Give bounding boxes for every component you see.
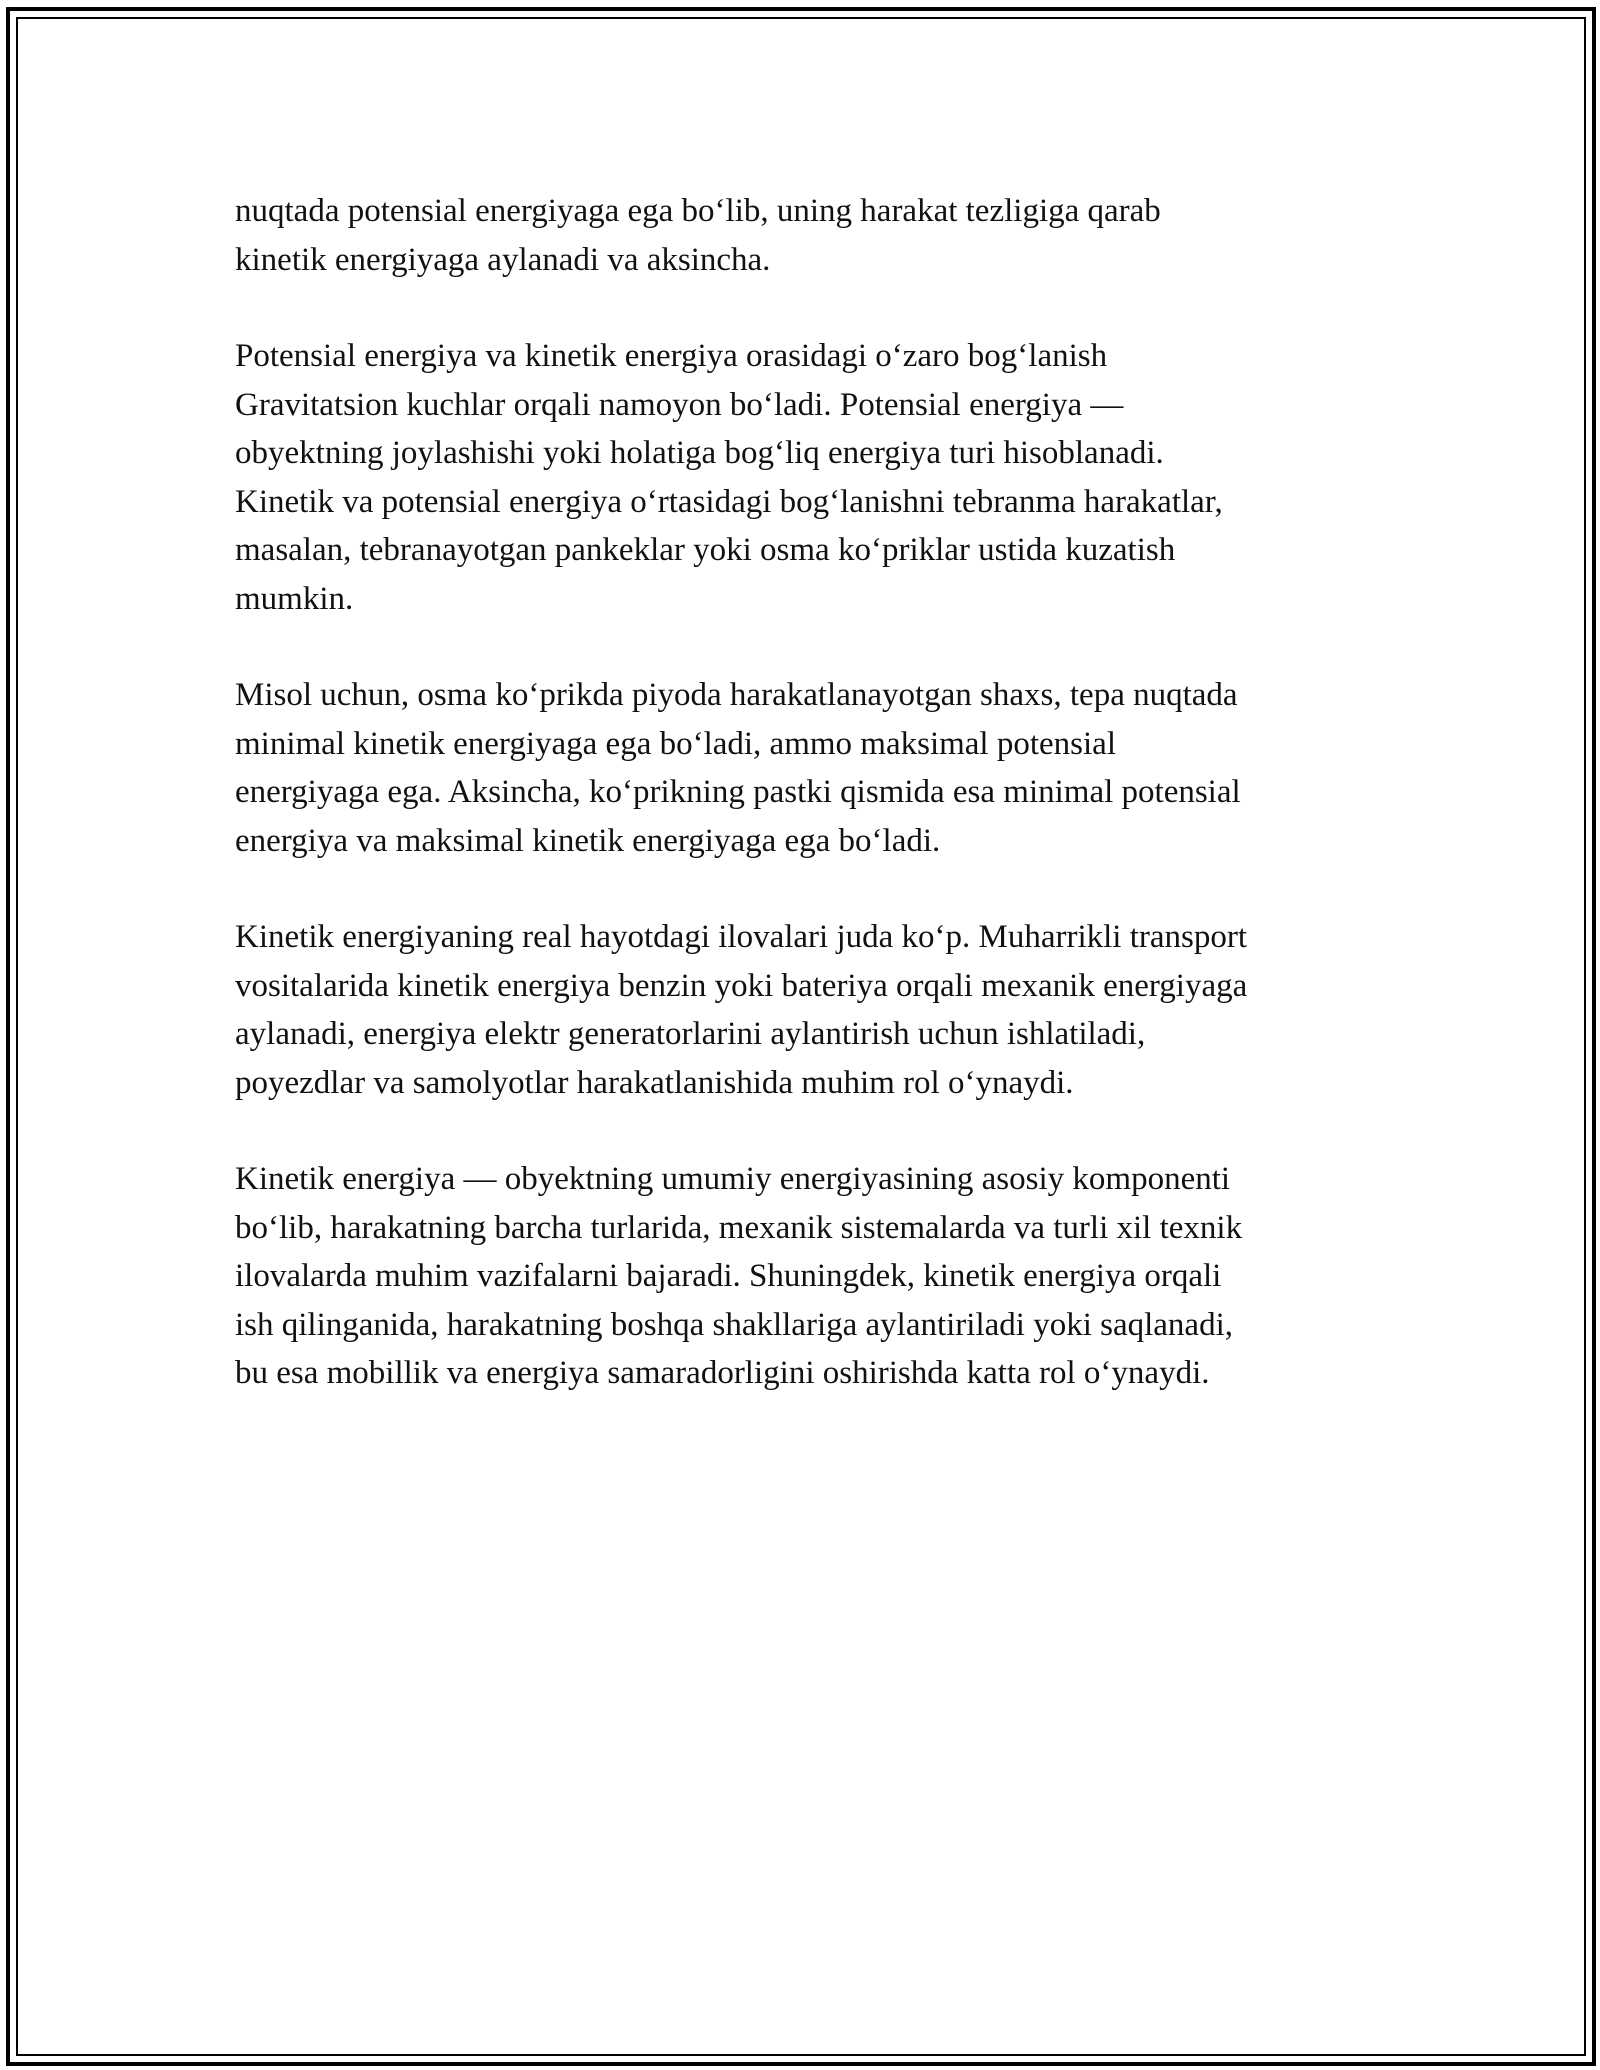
text-line: Gravitatsion kuchlar orqali namoyon bo‘ladi. Potensial energiya —	[235, 386, 1124, 423]
text-line: Misol uchun, osma ko‘prikda piyoda harakatlanayotgan shaxs, tepa nuqtada	[235, 677, 1238, 713]
text-line: energiyaga ega. Aksincha, ko‘prikning pastki qismida esa minimal potensial	[235, 774, 1241, 810]
text-line: Kinetik va potensial energiya o‘rtasidagi bog‘lanishni tebranma harakatlar,	[235, 483, 1223, 520]
text-line: masalan, tebranayotgan pankeklar yoki osma ko‘priklar ustida kuzatish	[235, 532, 1176, 568]
paragraph-1	[235, 187, 1385, 284]
text-line: Potensial energiya va kinetik energiya orasidagi o‘zaro bog‘lanish	[235, 338, 1108, 374]
text-line: minimal kinetik energiyaga ega bo‘ladi, ammo maksimal potensial	[235, 725, 1116, 762]
document-body	[235, 187, 1385, 1446]
text-line: nuqtada potensial energiyaga ega bo‘lib, uning harakat tezligiga qarab	[235, 193, 1161, 229]
text-line: ish qilinganida, harakatning boshqa shakllariga aylantiriladi yoki saqlanadi,	[235, 1306, 1233, 1343]
text-line: bu esa mobillik va energiya samaradorligini oshirishda katta rol o‘ynaydi.	[235, 1355, 1210, 1391]
paragraph-2	[235, 332, 1385, 623]
text-line: ilovalarda muhim vazifalarni bajaradi. Shuningdek, kinetik energiya orqali	[235, 1258, 1222, 1294]
text-line: mumkin.	[235, 580, 354, 617]
paragraph-5	[235, 1155, 1385, 1398]
text-line: energiya va maksimal kinetik energiyaga ega bo‘ladi.	[235, 822, 941, 859]
text-line: kinetik energiyaga aylanadi va aksincha.	[235, 241, 771, 278]
text-line: aylanadi, energiya elektr generatorlarini aylantirish uchun ishlatiladi,	[235, 1016, 1146, 1052]
paragraph-3	[235, 671, 1385, 865]
text-line: Kinetik energiya — obyektning umumiy energiyasining asosiy komponenti	[235, 1161, 1231, 1197]
text-line: bo‘lib, harakatning barcha turlarida, mexanik sistemalarda va turli xil texnik	[235, 1209, 1243, 1246]
text-line: Kinetik energiyaning real hayotdagi ilovalari juda ko‘p. Muharrikli transport	[235, 919, 1248, 955]
text-line: vositalarida kinetik energiya benzin yoki bateriya orqali mexanik energiyaga	[235, 967, 1248, 1004]
paragraph-4	[235, 913, 1385, 1107]
text-line: obyektning joylashishi yoki holatiga bog‘liq energiya turi hisoblanadi.	[235, 435, 1164, 471]
text-line: poyezdlar va samolyotlar harakatlanishida muhim rol o‘ynaydi.	[235, 1064, 1074, 1101]
